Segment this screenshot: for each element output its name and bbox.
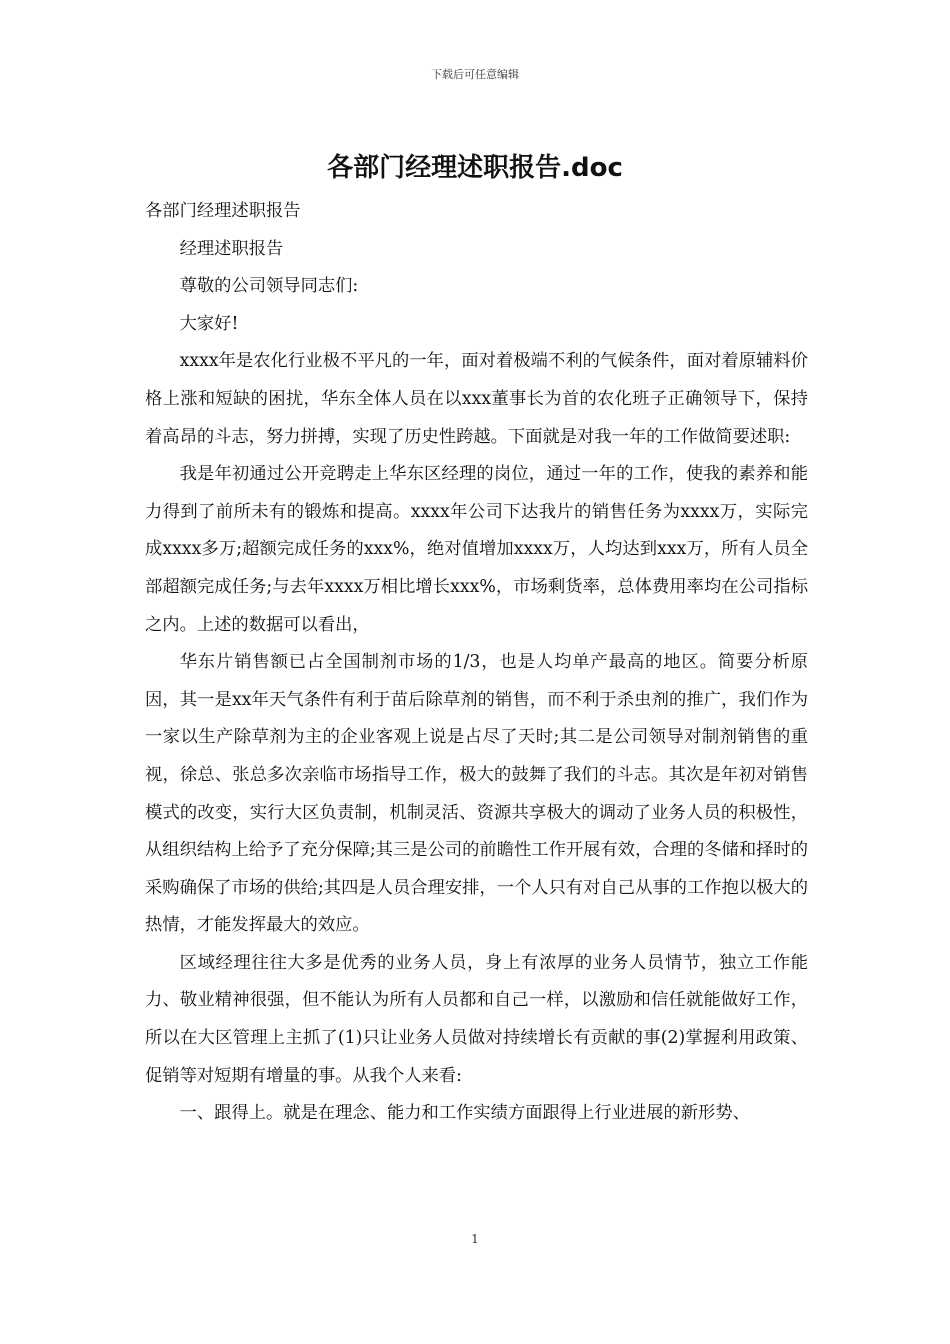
header-note: 下载后可任意编辑	[431, 68, 519, 81]
page-number: 1	[471, 1232, 479, 1246]
paragraph-subtitle: 各部门经理述职报告	[145, 201, 301, 221]
paragraph-body: 华东片销售额已占全国制剂市场的1/3，也是人均单产最高的地区。简要分析原因，其一是xx年天气条件有利于苗后除草剂的销售，而不利于杀虫剂的推广，我们作为一家以生产除草剂为主的企业客观上说是占尽了天时;其二是公司领导对制剂销售的重视，徐总、张总多次亲临市场指导工作，极大的鼓舞了我们的斗志。其次是年初对销售模式的改变，实行大区负责制，机制灵活、资源共享极大的调动了业务人员的积极性，从组织结构上给予了充分保障;其三是公司的前瞻性工作开展有效，合理的冬储和择时的采购确保了市场的供给;其四是人员合理安排，一个人只有对自己从事的工作抱以极大的热情，才能发挥最大的效应。	[145, 652, 808, 936]
paragraph-heading: 经理述职报告	[179, 238, 284, 259]
paragraph-body: xxxx年是农化行业极不平凡的一年，面对着极端不利的气候条件，面对着原辅料价格上涨和短缺的困扰，华东全体人员在以xxx董事长为首的农化班子正确领导下，保持着高昂的斗志，努力拼搏，实现了历史性跨越。下面就是对我一年的工作做简要述职:	[145, 351, 808, 447]
paragraph-greeting: 大家好!	[179, 313, 239, 334]
paragraph-body: 一、跟得上。就是在理念、能力和工作实绩方面跟得上行业进展的新形势、	[179, 1103, 750, 1124]
document-body	[145, 193, 808, 1133]
paragraph-salutation: 尊敬的公司领导同志们:	[179, 276, 359, 297]
document-title: 各部门经理述职报告.doc	[327, 153, 623, 183]
paragraph-body: 区域经理往往大多是优秀的业务人员，身上有浓厚的业务人员情节，独立工作能力、敬业精神很强，但不能认为所有人员都和自己一样，以激励和信任就能做好工作，所以在大区管理上主抓了(1)只让业务人员做对持续增长有贡献的事(2)掌握利用政策、促销等对短期有增量的事。从我个人来看:	[145, 952, 808, 1086]
paragraph-body: 我是年初通过公开竞聘走上华东区经理的岗位，通过一年的工作，使我的素养和能力得到了前所未有的锻炼和提高。xxxx年公司下达我片的销售任务为xxxx万，实际完成xxxx多万;超额完成任务的xxx%，绝对值增加xxxx万，人均达到xxx万，所有人员全部超额完成任务;与去年xxxx万相比增长xxx%，市场剩货率，总体费用率均在公司指标之内。上述的数据可以看出，	[145, 464, 808, 635]
